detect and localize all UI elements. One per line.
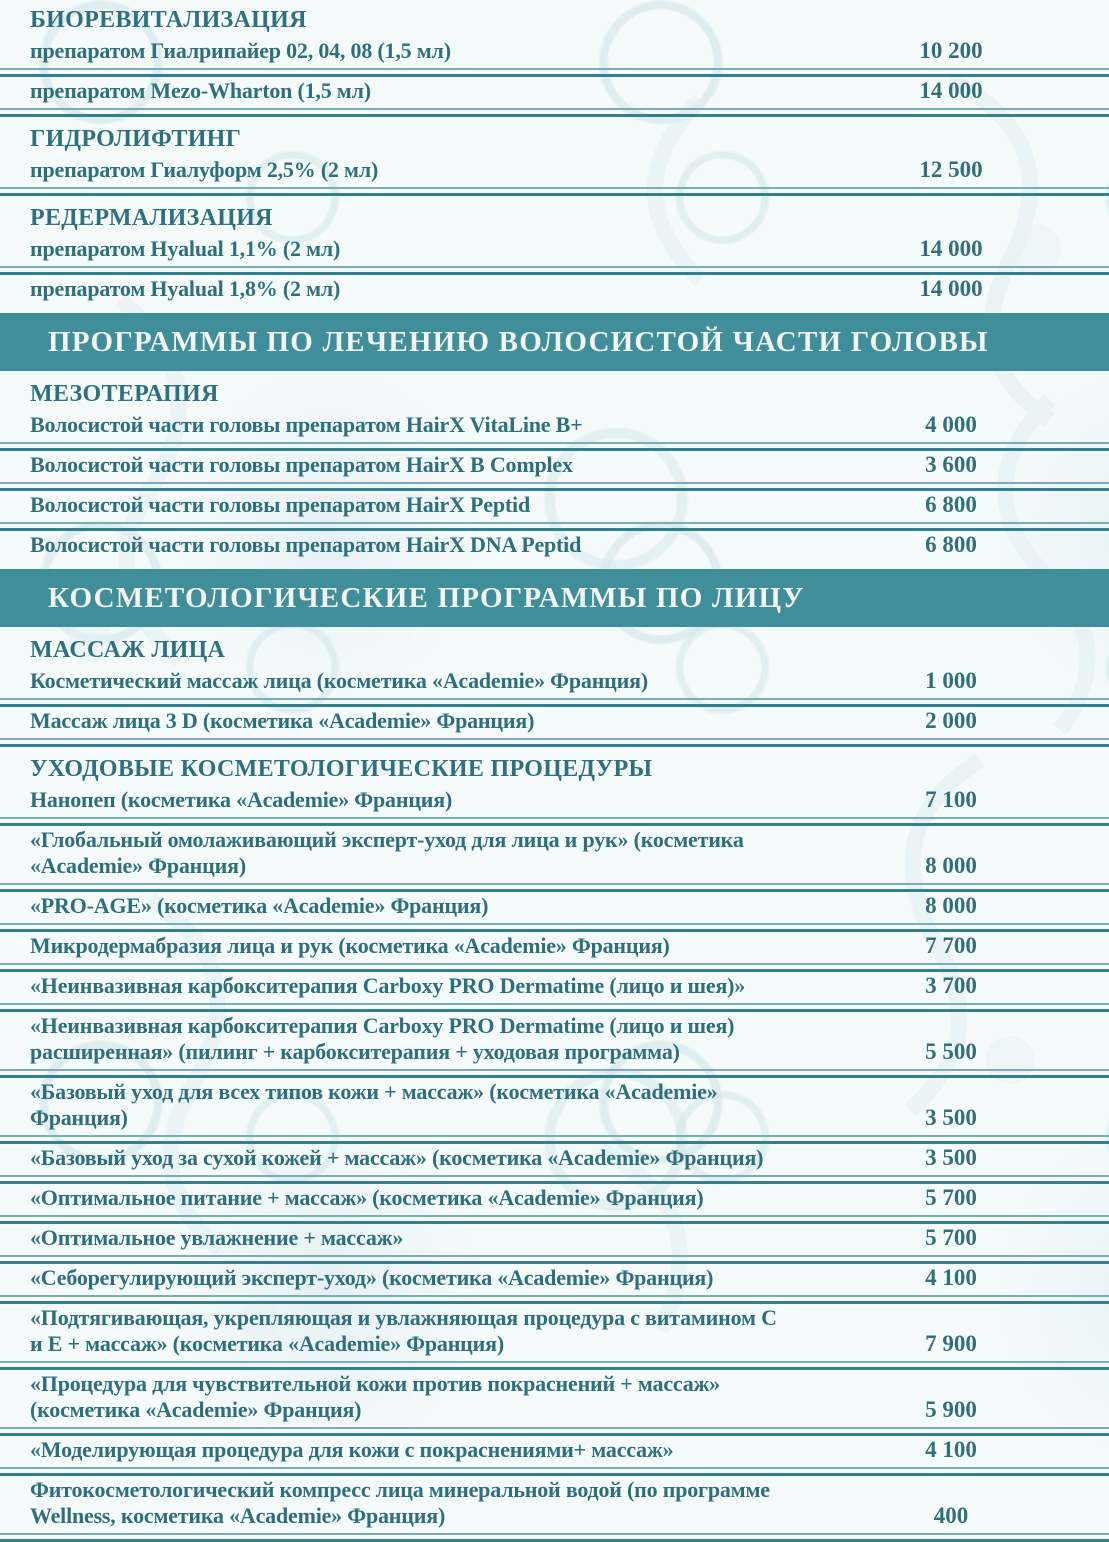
- service-price: 3 500: [925, 1145, 977, 1170]
- row-divider: [0, 1003, 1109, 1012]
- service-price: 5 700: [925, 1185, 977, 1210]
- price-row: [0, 1012, 1109, 1067]
- service-name: «Процедура для чувствительной кожи против покраснений + массаж» (косметика «Academie» Франция): [30, 1371, 721, 1422]
- row-divider: [0, 1215, 1109, 1224]
- service-name: «Неинвазивная карбокситерапия Carboxy PRO Dermatime (лицо и шея) расширенная» (пилинг + карбокситерапия + уходовая программа): [30, 1013, 735, 1064]
- service-name: «Подтягивающая, укрепляющая и увлажняющая процедура с витамином C и E + массаж» (косметика «Academie» Франция): [30, 1305, 777, 1356]
- row-divider: [0, 698, 1109, 707]
- price-row: [0, 1264, 1109, 1293]
- row-divider: [0, 817, 1109, 826]
- service-price: 4 100: [925, 1437, 977, 1462]
- service-name: препаратом Hyalual 1,1% (2 мл): [30, 236, 341, 261]
- price-row: [0, 235, 1109, 264]
- price-row: [0, 77, 1109, 106]
- row-divider: [0, 963, 1109, 972]
- service-price: 6 800: [925, 532, 977, 557]
- row-divider: [0, 187, 1109, 196]
- price-row: [0, 667, 1109, 696]
- row-divider: [0, 1135, 1109, 1144]
- section-banner: КОСМЕТОЛОГИЧЕСКИЕ ПРОГРАММЫ ПО ЛИЦУ: [0, 569, 1109, 627]
- service-price: 14 000: [919, 276, 983, 301]
- service-price: 4 000: [925, 412, 977, 437]
- section-banner: ПРОГРАММЫ ПО ЛЕЧЕНИЮ ВОЛОСИСТОЙ ЧАСТИ ГОЛОВЫ: [0, 313, 1109, 371]
- service-name: Массаж лица 3 D (косметика «Academie» Франция): [30, 708, 535, 733]
- category-header: РЕДЕРМАЛИЗАЦИЯ: [30, 205, 273, 231]
- price-row: [0, 826, 1109, 881]
- service-name: «Оптимальное питание + массаж» (косметика «Academie» Франция): [30, 1185, 704, 1210]
- service-price: 7 900: [925, 1331, 977, 1356]
- service-name: препаратом Гиалрипайер 02, 04, 08 (1,5 мл): [30, 38, 451, 63]
- price-row: [0, 892, 1109, 921]
- service-name: Волосистой части головы препаратом HairX Peptid: [30, 492, 530, 517]
- row-divider: [0, 883, 1109, 892]
- price-row: [0, 1078, 1109, 1133]
- price-row: [0, 1304, 1109, 1359]
- row-divider: [0, 108, 1109, 117]
- category-header: МЕЗОТЕРАПИЯ: [30, 381, 219, 407]
- service-price: 8 000: [925, 853, 977, 878]
- price-row: [0, 707, 1109, 736]
- row-divider: [0, 1255, 1109, 1264]
- category-header: МАССАЖ ЛИЦА: [30, 637, 226, 663]
- service-price: 12 500: [919, 157, 983, 182]
- service-name: «Моделирующая процедура для кожи с покраснениями+ массаж»: [30, 1437, 674, 1462]
- row-divider: [0, 1533, 1109, 1542]
- price-row: [0, 275, 1109, 304]
- row-divider: [0, 1427, 1109, 1436]
- service-price: 10 200: [919, 38, 983, 63]
- service-name: Косметический массаж лица (косметика «Academie» Франция): [30, 668, 648, 693]
- service-name: препаратом Гиалуформ 2,5% (2 мл): [30, 157, 379, 182]
- service-name: «Неинвазивная карбокситерапия Carboxy PRO Dermatime (лицо и шея)»: [30, 973, 746, 998]
- price-row: [0, 411, 1109, 440]
- row-divider: [0, 1069, 1109, 1078]
- service-price: 5 900: [925, 1397, 977, 1422]
- service-price: 400: [933, 1503, 969, 1528]
- row-divider: [0, 482, 1109, 491]
- row-divider: [0, 1361, 1109, 1370]
- service-name: Волосистой части головы препаратом HairX DNA Peptid: [30, 532, 582, 557]
- service-price: 14 000: [919, 78, 983, 103]
- row-divider: [0, 68, 1109, 77]
- service-name: препаратом Hyalual 1,8% (2 мл): [30, 276, 341, 301]
- row-divider: [0, 1295, 1109, 1304]
- price-row: [0, 1436, 1109, 1465]
- row-divider: [0, 738, 1109, 747]
- row-divider: [0, 266, 1109, 275]
- service-name: препаратом Mezo-Wharton (1,5 мл): [30, 78, 371, 103]
- price-row: [0, 786, 1109, 815]
- service-price: 8 000: [925, 893, 977, 918]
- service-name: «Базовый уход за сухой кожей + массаж» (косметика «Academie» Франция): [30, 1145, 764, 1170]
- category-header: УХОДОВЫЕ КОСМЕТОЛОГИЧЕСКИЕ ПРОЦЕДУРЫ: [30, 756, 653, 782]
- service-price: 5 500: [925, 1039, 977, 1064]
- price-row: [0, 1370, 1109, 1425]
- service-name: «Оптимальное увлажнение + массаж»: [30, 1225, 404, 1250]
- price-row: [0, 932, 1109, 961]
- service-name: Волосистой части головы препаратом HairX VitaLine B+: [30, 412, 583, 437]
- service-price: 2 000: [925, 708, 977, 733]
- service-price: 1 000: [925, 668, 977, 693]
- category-header: ГИДРОЛИФТИНГ: [30, 126, 242, 152]
- service-name: «Базовый уход для всех типов кожи + массаж» (косметика «Academie» Франция): [30, 1079, 718, 1130]
- service-price: 3 700: [925, 973, 977, 998]
- service-price: 4 100: [925, 1265, 977, 1290]
- service-name: Микродермабразия лица и рук (косметика «Academie» Франция): [30, 933, 670, 958]
- price-row: [0, 1476, 1109, 1531]
- price-row: [0, 1184, 1109, 1213]
- row-divider: [0, 1175, 1109, 1184]
- category-header: БИОРЕВИТАЛИЗАЦИЯ: [30, 7, 307, 33]
- price-row: [0, 156, 1109, 185]
- service-price: 3 500: [925, 1105, 977, 1130]
- price-row: [0, 531, 1109, 560]
- service-price: 14 000: [919, 236, 983, 261]
- price-row: [0, 1224, 1109, 1253]
- service-name: «Глобальный омолаживающий эксперт-уход для лица и рук» (косметика «Academie» Франция): [30, 827, 744, 878]
- row-divider: [0, 1467, 1109, 1476]
- service-name: Фитокосметологический компресс лица минеральной водой (по программе Wellness, косметика «Academie» Франция): [30, 1477, 770, 1528]
- service-price: 7 700: [925, 933, 977, 958]
- service-name: Волосистой части головы препаратом HairX B Complex: [30, 452, 573, 477]
- service-price: 6 800: [925, 492, 977, 517]
- service-name: «Себорегулирующий эксперт-уход» (косметика «Academie» Франция): [30, 1265, 714, 1290]
- price-row: [0, 1144, 1109, 1173]
- service-price: 7 100: [925, 787, 977, 812]
- price-row: [0, 451, 1109, 480]
- service-name: Нанопеп (косметика «Academie» Франция): [30, 787, 453, 812]
- service-price: 5 700: [925, 1225, 977, 1250]
- price-row: [0, 972, 1109, 1001]
- price-row: [0, 491, 1109, 520]
- service-name: «PRO-AGE» (косметика «Academie» Франция): [30, 893, 489, 918]
- row-divider: [0, 522, 1109, 531]
- row-divider: [0, 923, 1109, 932]
- price-row: [0, 37, 1109, 66]
- row-divider: [0, 442, 1109, 451]
- service-price: 3 600: [925, 452, 977, 477]
